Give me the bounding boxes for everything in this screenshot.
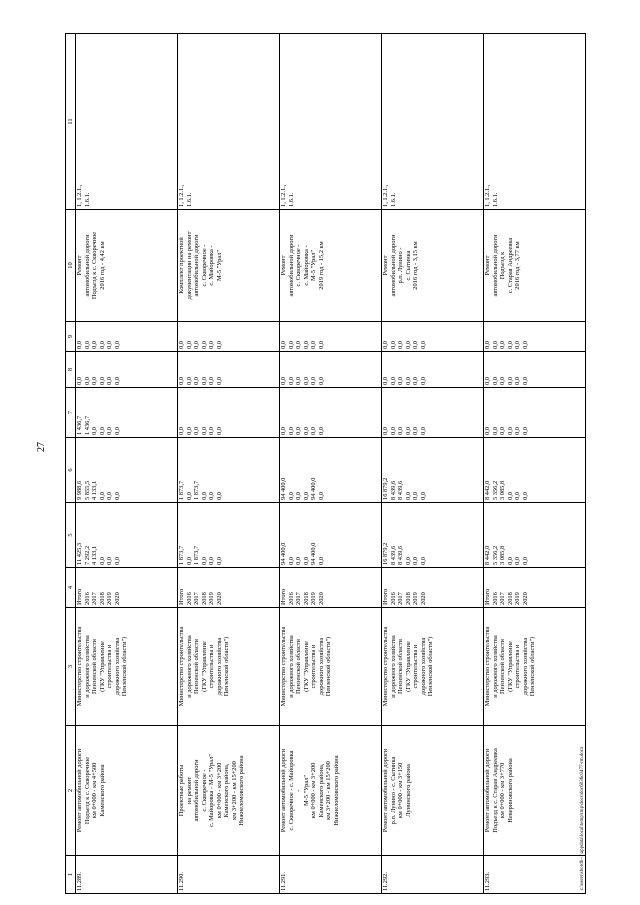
year-cell-value: 2019 [412,592,420,605]
total-funding-cell-value: 8 442,0 [484,545,491,565]
other-sources-cell-value: 0,0 [215,341,223,349]
activity-name: Ремонт автомобильной дороги р.п. Лунино - с. Сытинка км 0+000 - км 3+150 Лунинского района [382,726,484,856]
total-funding-cell-value: 0,0 [412,557,420,565]
other-sources-cell-value: 0,0 [382,341,389,349]
total-funding-cell-value: 0,0 [215,557,223,565]
year-cell-value: 2016 [491,592,499,605]
total-funding-cell-value: 5 356,2 [491,545,499,565]
activity-name: Проектные работы на ремонт автомобильной дороги с. Скворечное - с. Майоровка - М-5 "Урал" км 0+000 - км 3+200 Каменского района, км 3+200 - км 15+200 Нижнеломовского района [178,726,280,856]
other-sources-cell [484,322,586,352]
total-funding-cell-value: 3 085,8 [499,545,507,565]
table-row [280,34,382,894]
local-budget-cell-value: 0,0 [491,377,499,385]
other-sources-cell-value: 0,0 [76,341,83,349]
year-cell-value: 2019 [208,592,216,605]
expected-result: Комплект проектной документации на ремонт автомобильной дороги с. Скворечное - с. Майоровка - М-5 "Урал" [178,210,280,322]
total-funding-cell-value: 0,0 [514,557,522,565]
header-cell: 6 [66,438,76,503]
local-budget-cell-value: 0,0 [302,377,310,385]
regional-budget-cell [382,438,484,503]
federal-budget-cell-value: 0,0 [113,427,121,435]
year-cell-value: 2018 [404,592,412,605]
other-sources-cell [178,322,280,352]
other-sources-cell [382,322,484,352]
activity-name: Ремонт автомобильной дороги Подъезд к с. Старая Андреевка км 0+000 - км 3+770 Невериновского района [484,726,586,856]
program-table [65,33,586,894]
other-sources-cell-value: 0,0 [280,341,287,349]
total-funding-cell-value: 7 292,2 [83,545,91,565]
header-cell: 1 [66,856,76,894]
expected-result: Ремонт автомобильной дороги Подъезд к с. Скворечное 2016 год - 4,42 км [76,210,178,322]
local-budget-cell [178,352,280,388]
local-budget-cell-value: 0,0 [506,377,514,385]
local-budget-cell-value: 0,0 [397,377,405,385]
federal-budget-cell-value: 0,0 [287,427,295,435]
table-body [76,34,586,894]
total-funding-cell-value: 0,0 [295,557,303,565]
total-funding-cell-value: 8 439,6 [397,545,405,565]
year-cell-value: 2018 [506,592,514,605]
header-cell: 9 [66,322,76,352]
local-budget-cell-value: 0,0 [178,377,185,385]
local-budget-cell-value: 0,0 [404,377,412,385]
total-funding-cell-value: 94 400,0 [280,542,287,565]
indicator-ref: 1, 1.2.1., 1.6.1. [280,34,382,210]
year-cell-value: Итого [382,588,389,605]
regional-budget-cell-value: 94 400,0 [280,477,287,500]
federal-budget-cell [382,388,484,438]
executor-cell: Министерство строительства и дорожного хозяйства Пензенской области (ГКУ "Управление строительства и дорожного хозяйства Пензенской области") [76,608,178,726]
year-cell-value: 2017 [193,592,201,605]
year-cell-value: 2019 [106,592,114,605]
regional-budget-cell-value: 0,0 [302,492,310,500]
regional-budget-cell-value: 0,0 [185,492,193,500]
total-funding-cell-value: 16 879,2 [382,542,389,565]
total-funding-cell-value: 0,0 [521,557,529,565]
year-cell-value: 2018 [200,592,208,605]
year-cell-value: 2020 [215,592,223,605]
local-budget-cell-value: 0,0 [382,377,389,385]
year-cell-value: 2019 [514,592,522,605]
year-cell-value: 2018 [302,592,310,605]
federal-budget-cell [280,388,382,438]
executor-cell: Министерство строительства и дорожного хозяйства Пензенской области (ГКУ "Управление строительства и дорожного хозяйства Пензенской области") [280,608,382,726]
federal-budget-cell-value: 0,0 [506,427,514,435]
year-cell-value: 2018 [98,592,106,605]
other-sources-cell [76,322,178,352]
other-sources-cell-value: 0,0 [185,341,193,349]
federal-budget-cell-value: 0,0 [491,427,499,435]
year-cell-value: Итого [484,588,491,605]
indicator-ref: 1, 1.2.1., 1.6.1. [178,34,280,210]
local-budget-cell-value: 0,0 [106,377,114,385]
federal-budget-cell-value: 1 436,7 [76,415,83,435]
regional-budget-cell-value: 9 988,6 [76,480,83,500]
header-cell: 3 [66,608,76,726]
local-budget-cell-value: 0,0 [514,377,522,385]
regional-budget-cell-value: 8 439,6 [389,480,397,500]
federal-budget-cell-value: 0,0 [215,427,223,435]
total-funding-cell-value: 0,0 [98,557,106,565]
executor-cell: Министерство строительства и дорожного хозяйства Пензенской области (ГКУ "Управление строительства и дорожного хозяйства Пензенской области") [382,608,484,726]
total-funding-cell-value: 1 873,7 [178,545,185,565]
regional-budget-cell-value: 0,0 [404,492,412,500]
page-number: 27 [36,442,47,452]
regional-budget-cell-value: 5 356,2 [491,480,499,500]
header-cell: 5 [66,503,76,568]
year-cell-value: 2017 [91,592,99,605]
federal-budget-cell-value: 0,0 [412,427,420,435]
total-funding-cell [382,503,484,568]
local-budget-cell-value: 0,0 [113,377,121,385]
regional-budget-cell-value: 8 442,0 [484,480,491,500]
expected-result: Ремонт автомобильной дороги с. Скворечное - с. Майоровка - М-5 "Урал" 2019 год - 15,2 км [280,210,382,322]
federal-budget-cell-value: 0,0 [514,427,522,435]
total-funding-cell-value: 94 400,0 [310,542,318,565]
total-funding-cell-value: 4 133,1 [91,545,99,565]
year-cell-value: 2017 [397,592,405,605]
total-funding-cell [178,503,280,568]
local-budget-cell-value: 0,0 [185,377,193,385]
local-budget-cell [484,352,586,388]
federal-budget-cell-value: 0,0 [302,427,310,435]
local-budget-cell-value: 0,0 [499,377,507,385]
table-row [484,34,586,894]
regional-budget-cell-value: 5 855,5 [83,480,91,500]
other-sources-cell-value: 0,0 [514,341,522,349]
regional-budget-cell [76,438,178,503]
local-budget-cell-value: 0,0 [91,377,99,385]
year-cell-value: 2019 [310,592,318,605]
other-sources-cell-value: 0,0 [106,341,114,349]
year-cell [76,568,178,608]
regional-budget-cell-value: 0,0 [506,492,514,500]
year-cell [382,568,484,608]
total-funding-cell-value: 0,0 [317,557,325,565]
other-sources-cell-value: 0,0 [317,341,325,349]
total-funding-cell-value: 0,0 [113,557,121,565]
row-number: 11.293. [484,856,586,894]
expected-result: Ремонт автомобильной дороги Подъезд к с. Старая Андреевка 2016 год - 3,77 км [484,210,586,322]
table-row [382,34,484,894]
federal-budget-cell [178,388,280,438]
header-cell: 4 [66,568,76,608]
regional-budget-cell-value: 0,0 [514,492,522,500]
executor-cell: Министерство строительства и дорожного хозяйства Пензенской области (ГКУ "Управление строительства и дорожного хозяйства Пензенской области") [178,608,280,726]
year-cell-value: 2020 [317,592,325,605]
regional-budget-cell-value: 1 873,7 [178,480,185,500]
year-cell [280,568,382,608]
regional-budget-cell-value: 4 133,1 [91,480,99,500]
header-cell: 7 [66,388,76,438]
footer-file-path: c:\users\sbordb~1\appdata\local\temp\tmp\docs\doc6036c0477-rm.docx [580,746,585,890]
other-sources-cell-value: 0,0 [302,341,310,349]
local-budget-cell-value: 0,0 [76,377,83,385]
other-sources-cell-value: 0,0 [295,341,303,349]
federal-budget-cell-value: 0,0 [193,427,201,435]
total-funding-cell-value: 0,0 [200,557,208,565]
other-sources-cell-value: 0,0 [200,341,208,349]
other-sources-cell-value: 0,0 [193,341,201,349]
year-cell-value: 2016 [83,592,91,605]
total-funding-cell [280,503,382,568]
local-budget-cell-value: 0,0 [412,377,420,385]
header-cell: 10 [66,210,76,322]
federal-budget-cell-value: 0,0 [310,427,318,435]
other-sources-cell-value: 0,0 [389,341,397,349]
activity-name: Ремонт автомобильной дороги Подъезд к с. Скворечное км 0+000 - км 4+500 Каменского района [76,726,178,856]
local-budget-cell-value: 0,0 [83,377,91,385]
local-budget-cell-value: 0,0 [521,377,529,385]
year-cell [484,568,586,608]
regional-budget-cell [280,438,382,503]
total-funding-cell [76,503,178,568]
local-budget-cell-value: 0,0 [208,377,216,385]
year-cell-value: 2017 [499,592,507,605]
other-sources-cell-value: 0,0 [91,341,99,349]
federal-budget-cell-value: 0,0 [295,427,303,435]
activity-name: Ремонт автомобильной дороги с. Скворечное - с. Майоровка - М-5 "Урал" км 0+000 - км 3+200 Каменского района, км 3+200 - км 15+200 Нижнеломовского района [280,726,382,856]
local-budget-cell-value: 0,0 [484,377,491,385]
federal-budget-cell-value: 1 436,7 [83,415,91,435]
total-funding-cell-value: 0,0 [208,557,216,565]
row-number: 11.292. [382,856,484,894]
indicator-ref: 1, 1.2.1., 1.6.1. [382,34,484,210]
federal-budget-cell [484,388,586,438]
total-funding-cell-value: 0,0 [185,557,193,565]
regional-budget-cell-value: 0,0 [412,492,420,500]
total-funding-cell-value: 1 873,7 [193,545,201,565]
year-cell-value: 2017 [295,592,303,605]
total-funding-cell [484,503,586,568]
year-cell-value: 2016 [389,592,397,605]
other-sources-cell [280,322,382,352]
rotated-table-area [65,34,580,894]
header-cell: 2 [66,726,76,856]
other-sources-cell-value: 0,0 [208,341,216,349]
year-cell-value: Итого [280,588,287,605]
federal-budget-cell-value: 0,0 [397,427,405,435]
total-funding-cell-value: 11 425,3 [76,542,83,565]
federal-budget-cell-value: 0,0 [178,427,185,435]
federal-budget-cell-value: 0,0 [389,427,397,435]
year-cell-value: 2020 [521,592,529,605]
federal-budget-cell-value: 0,0 [185,427,193,435]
regional-budget-cell-value: 0,0 [215,492,223,500]
local-budget-cell-value: 0,0 [280,377,287,385]
local-budget-cell [76,352,178,388]
regional-budget-cell-value: 0,0 [113,492,121,500]
other-sources-cell-value: 0,0 [506,341,514,349]
local-budget-cell [280,352,382,388]
regional-budget-cell-value: 0,0 [208,492,216,500]
federal-budget-cell-value: 0,0 [521,427,529,435]
federal-budget-cell-value: 0,0 [404,427,412,435]
federal-budget-cell-value: 0,0 [317,427,325,435]
table-row [76,34,178,894]
year-cell-value: 2020 [113,592,121,605]
local-budget-cell-value: 0,0 [193,377,201,385]
regional-budget-cell [178,438,280,503]
regional-budget-cell-value: 0,0 [106,492,114,500]
total-funding-cell-value: 0,0 [506,557,514,565]
indicator-ref: 1, 1.2.1., 1.6.1. [76,34,178,210]
header-cell: 8 [66,352,76,388]
federal-budget-cell-value: 0,0 [280,427,287,435]
federal-budget-cell-value: 0,0 [98,427,106,435]
row-number: 11.289. [76,856,178,894]
local-budget-cell [382,352,484,388]
executor-cell: Министерство строительства и дорожного хозяйства Пензенской области (ГКУ "Управление строительства и дорожного хозяйства Пензенской области") [484,608,586,726]
federal-budget-cell-value: 0,0 [208,427,216,435]
other-sources-cell-value: 0,0 [310,341,318,349]
other-sources-cell-value: 0,0 [83,341,91,349]
other-sources-cell-value: 0,0 [404,341,412,349]
other-sources-cell-value: 0,0 [287,341,295,349]
other-sources-cell-value: 0,0 [98,341,106,349]
regional-budget-cell-value: 0,0 [419,492,427,500]
other-sources-cell-value: 0,0 [499,341,507,349]
federal-budget-cell-value: 0,0 [484,427,491,435]
local-budget-cell-value: 0,0 [215,377,223,385]
expected-result: Ремонт автомобильной дороги р.п. Лунино - с. Сытинка 2016 год - 3,15 км [382,210,484,322]
regional-budget-cell-value: 0,0 [200,492,208,500]
row-number: 11.290. [178,856,280,894]
year-cell-value: 2016 [287,592,295,605]
federal-budget-cell [76,388,178,438]
regional-budget-cell-value: 94 400,0 [310,477,318,500]
total-funding-cell-value: 8 439,6 [389,545,397,565]
federal-budget-cell-value: 0,0 [419,427,427,435]
header-cell: 11 [66,34,76,210]
regional-budget-cell-value: 8 439,6 [397,480,405,500]
federal-budget-cell-value: 0,0 [106,427,114,435]
regional-budget-cell-value: 1 873,7 [193,480,201,500]
regional-budget-cell-value: 0,0 [287,492,295,500]
other-sources-cell-value: 0,0 [521,341,529,349]
federal-budget-cell-value: 0,0 [382,427,389,435]
year-cell-value: Итого [76,588,83,605]
local-budget-cell-value: 0,0 [200,377,208,385]
year-cell-value: 2016 [185,592,193,605]
total-funding-cell-value: 0,0 [302,557,310,565]
local-budget-cell-value: 0,0 [295,377,303,385]
regional-budget-cell-value: 16 879,2 [382,477,389,500]
other-sources-cell-value: 0,0 [419,341,427,349]
total-funding-cell-value: 0,0 [419,557,427,565]
local-budget-cell-value: 0,0 [317,377,325,385]
row-number: 11.291. [280,856,382,894]
federal-budget-cell-value: 0,0 [91,427,99,435]
local-budget-cell-value: 0,0 [287,377,295,385]
other-sources-cell-value: 0,0 [178,341,185,349]
federal-budget-cell-value: 0,0 [499,427,507,435]
regional-budget-cell-value: 0,0 [295,492,303,500]
local-budget-cell-value: 0,0 [389,377,397,385]
regional-budget-cell-value: 0,0 [317,492,325,500]
local-budget-cell-value: 0,0 [419,377,427,385]
year-cell-value: Итого [178,588,185,605]
year-cell-value: 2020 [419,592,427,605]
federal-budget-cell-value: 0,0 [200,427,208,435]
other-sources-cell-value: 0,0 [412,341,420,349]
local-budget-cell-value: 0,0 [310,377,318,385]
total-funding-cell-value: 0,0 [404,557,412,565]
regional-budget-cell-value: 0,0 [521,492,529,500]
regional-budget-cell [484,438,586,503]
other-sources-cell-value: 0,0 [113,341,121,349]
regional-budget-cell-value: 0,0 [98,492,106,500]
table-row [178,34,280,894]
other-sources-cell-value: 0,0 [484,341,491,349]
total-funding-cell-value: 0,0 [287,557,295,565]
header-row [66,34,76,894]
year-cell [178,568,280,608]
regional-budget-cell-value: 3 085,8 [499,480,507,500]
other-sources-cell-value: 0,0 [397,341,405,349]
indicator-ref: 1, 1.2.1., 1.6.1. [484,34,586,210]
local-budget-cell-value: 0,0 [98,377,106,385]
total-funding-cell-value: 0,0 [106,557,114,565]
other-sources-cell-value: 0,0 [491,341,499,349]
